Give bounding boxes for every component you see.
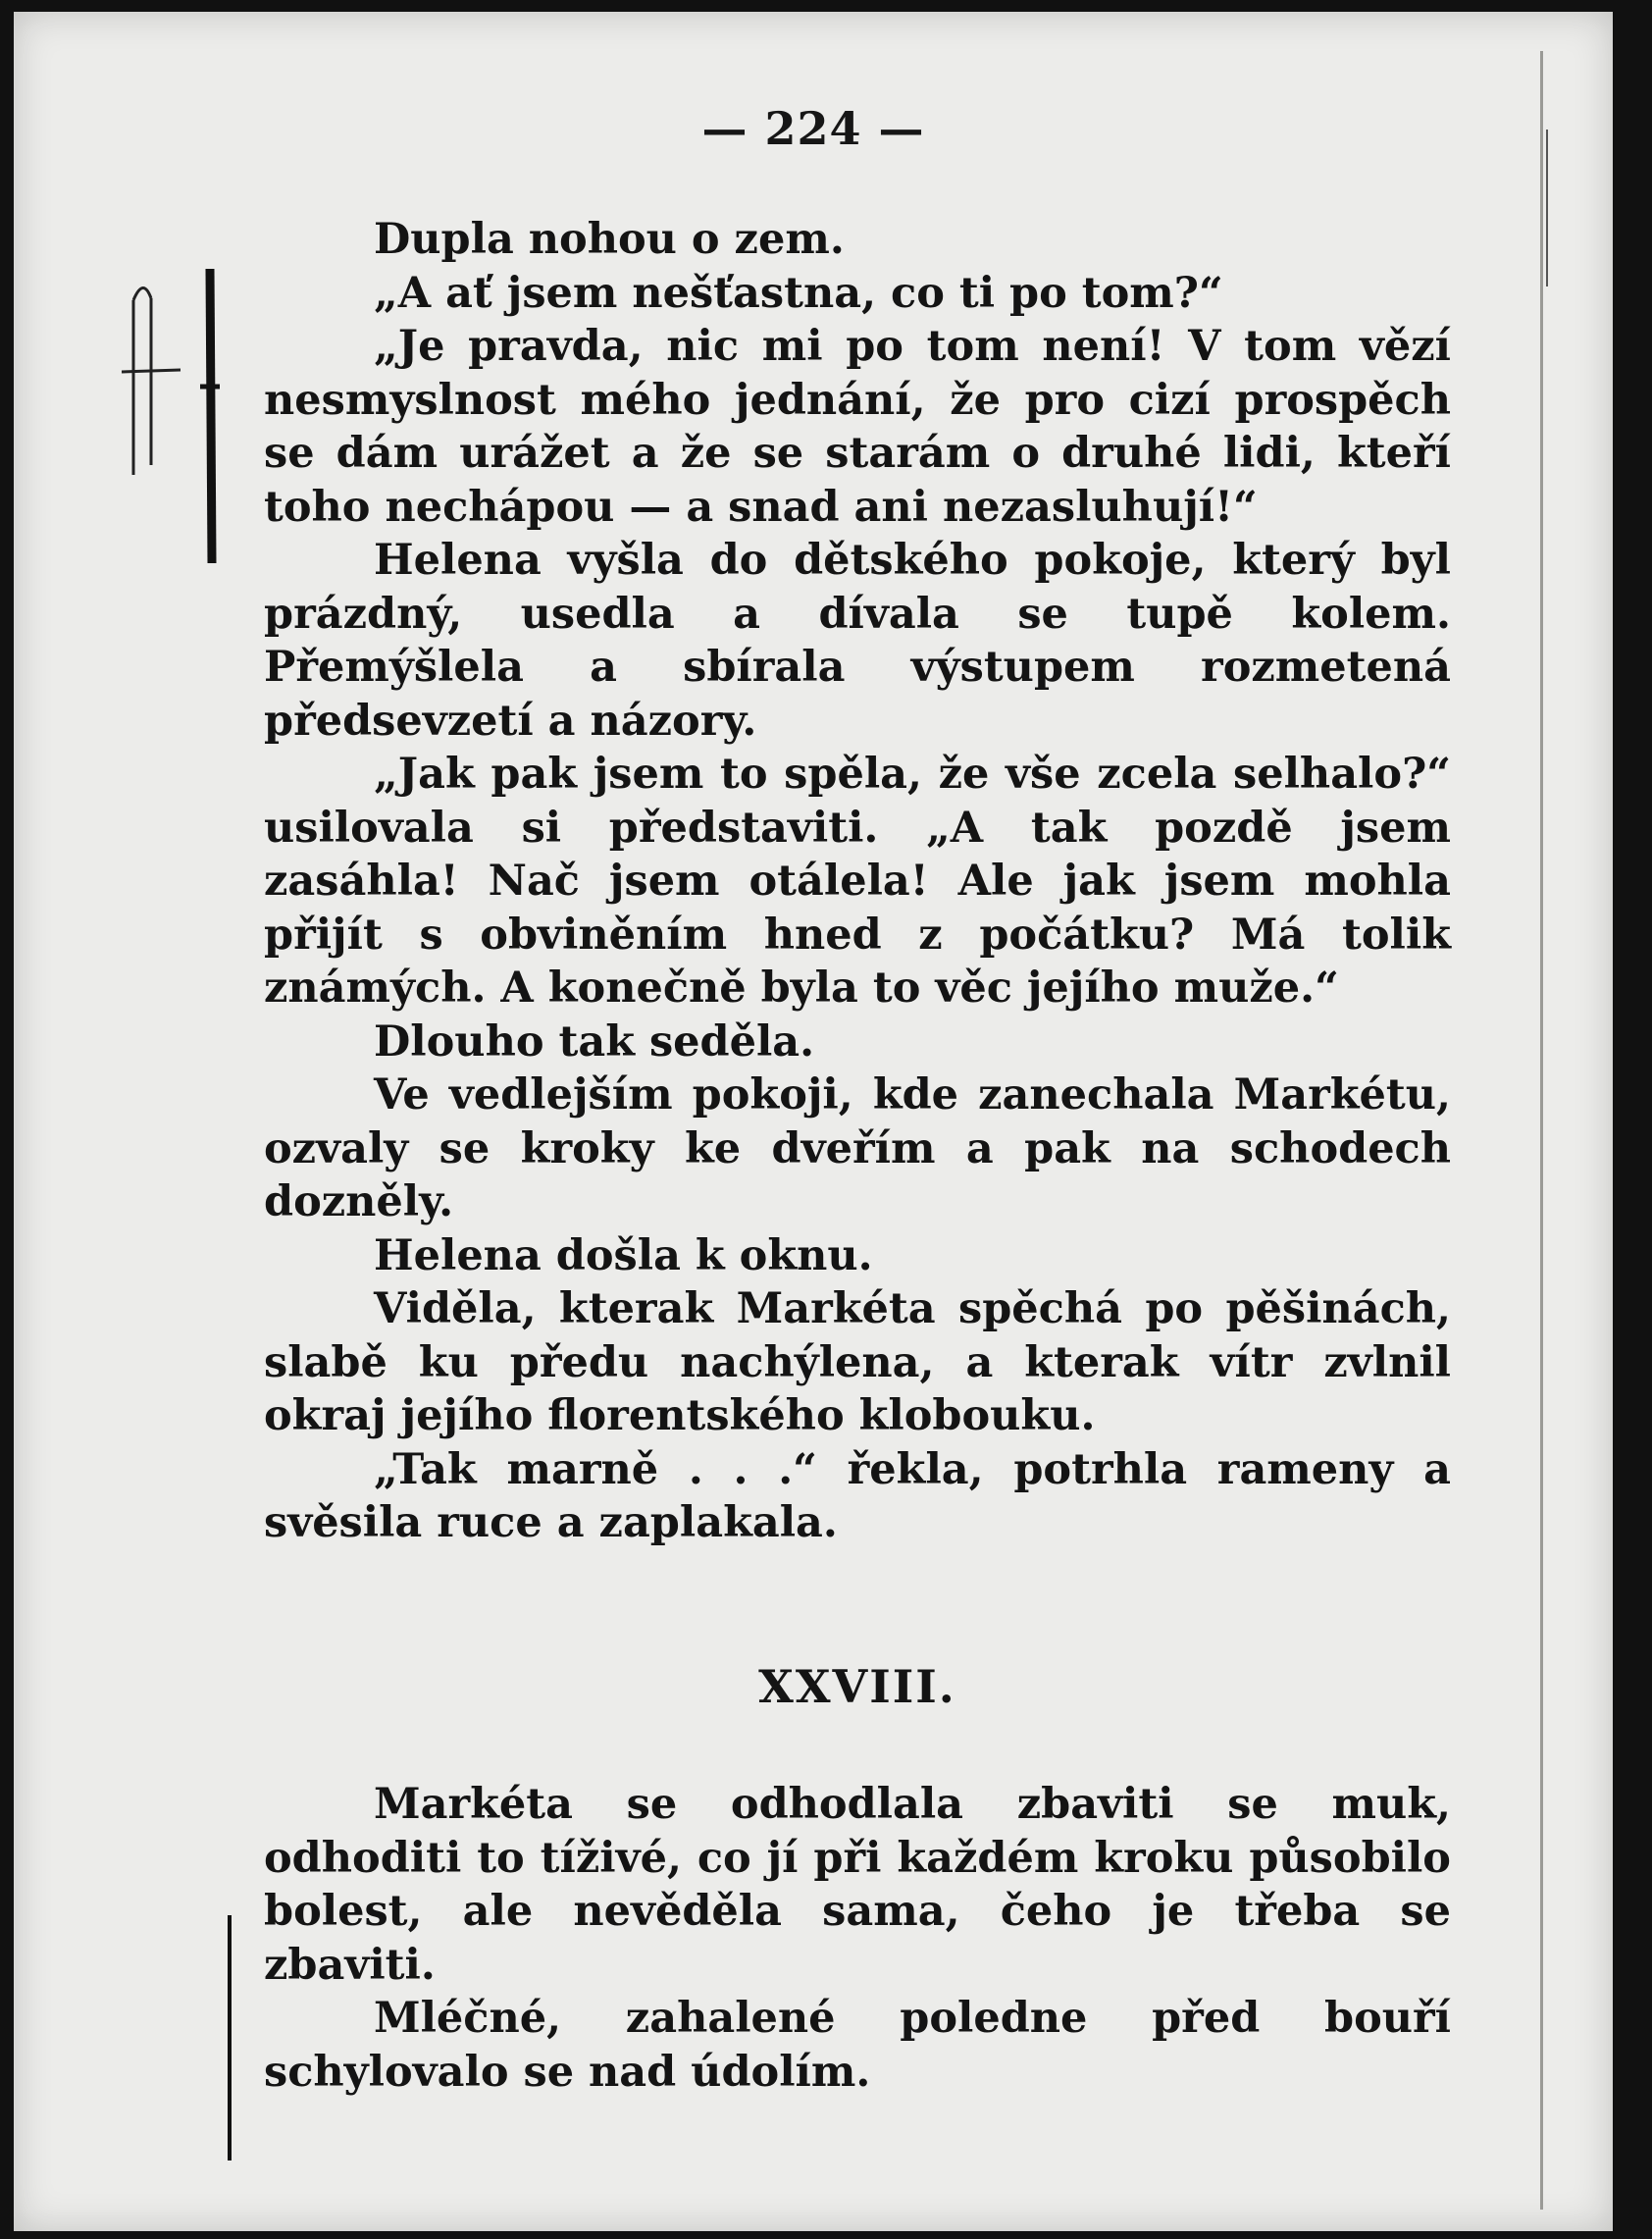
body-text [264, 213, 1451, 2099]
chapter-heading: XXVIII. [758, 1659, 956, 1713]
paragraph: Markéta se odhodlala zbaviti se muk, odhoditi to tíživé, co jí při každém kroku působilo bolest, ale nevěděla sama, čeho je třeba se zbaviti. [264, 1780, 1451, 1990]
paragraph: Dlouho tak seděla. [374, 1016, 815, 1067]
paragraph: „Je pravda, nic mi po tom není! V tom vězí nesmyslnost mého jednání, že pro cizí prospěch se dám urážet a že se starám o druhé lidi, kteří toho nechápou — a snad ani nezasluhují!“ [264, 322, 1451, 532]
paragraph: Ve vedlejším pokoji, kde zanechala Markétu, ozvaly se kroky ke dveřím a pak na schodech dozněly. [264, 1070, 1451, 1226]
handwritten-margin-mark [122, 269, 269, 563]
paragraph: Viděla, kterak Markéta spěchá po pěšinách, slabě ku předu nachýlena, a kterak vítr zvlnil okraj jejího florentského klobouku. [264, 1284, 1451, 1440]
margin-vertical-line [226, 1915, 233, 2161]
paragraph: Dupla nohou o zem. [374, 215, 845, 264]
page-edge-shadow [1534, 51, 1554, 2210]
book-page [14, 12, 1613, 2231]
paragraph: Helena došla k oknu. [374, 1230, 873, 1280]
page-number: — 224 — [701, 102, 925, 155]
paragraph: Helena vyšla do dětského pokoje, který byl prázdný, usedla a dívala se tupě kolem. Přemýšlela a sbírala výstupem rozmetená předsevzetí a názory. [264, 536, 1451, 746]
paragraph: „Tak marně . . .“ řekla, potrhla rameny a svěsila ruce a zaplakala. [264, 1444, 1451, 1547]
paragraph: „Jak pak jsem to spěla, že vše zcela selhalo?“ usilovala si představiti. „A tak pozdě jsem zasáhla! Nač jsem otálela! Ale jak jsem mohla přijít s obviněním hned z počátku? Má tolik známých. A konečně byla to věc jejího muže.“ [264, 750, 1451, 1013]
paragraph: Mléčné, zahalené poledne před bouří schylovalo se nad údolím. [264, 1994, 1451, 2097]
paragraph: „A ať jsem nešťastna, co ti po tom?“ [374, 268, 1223, 318]
